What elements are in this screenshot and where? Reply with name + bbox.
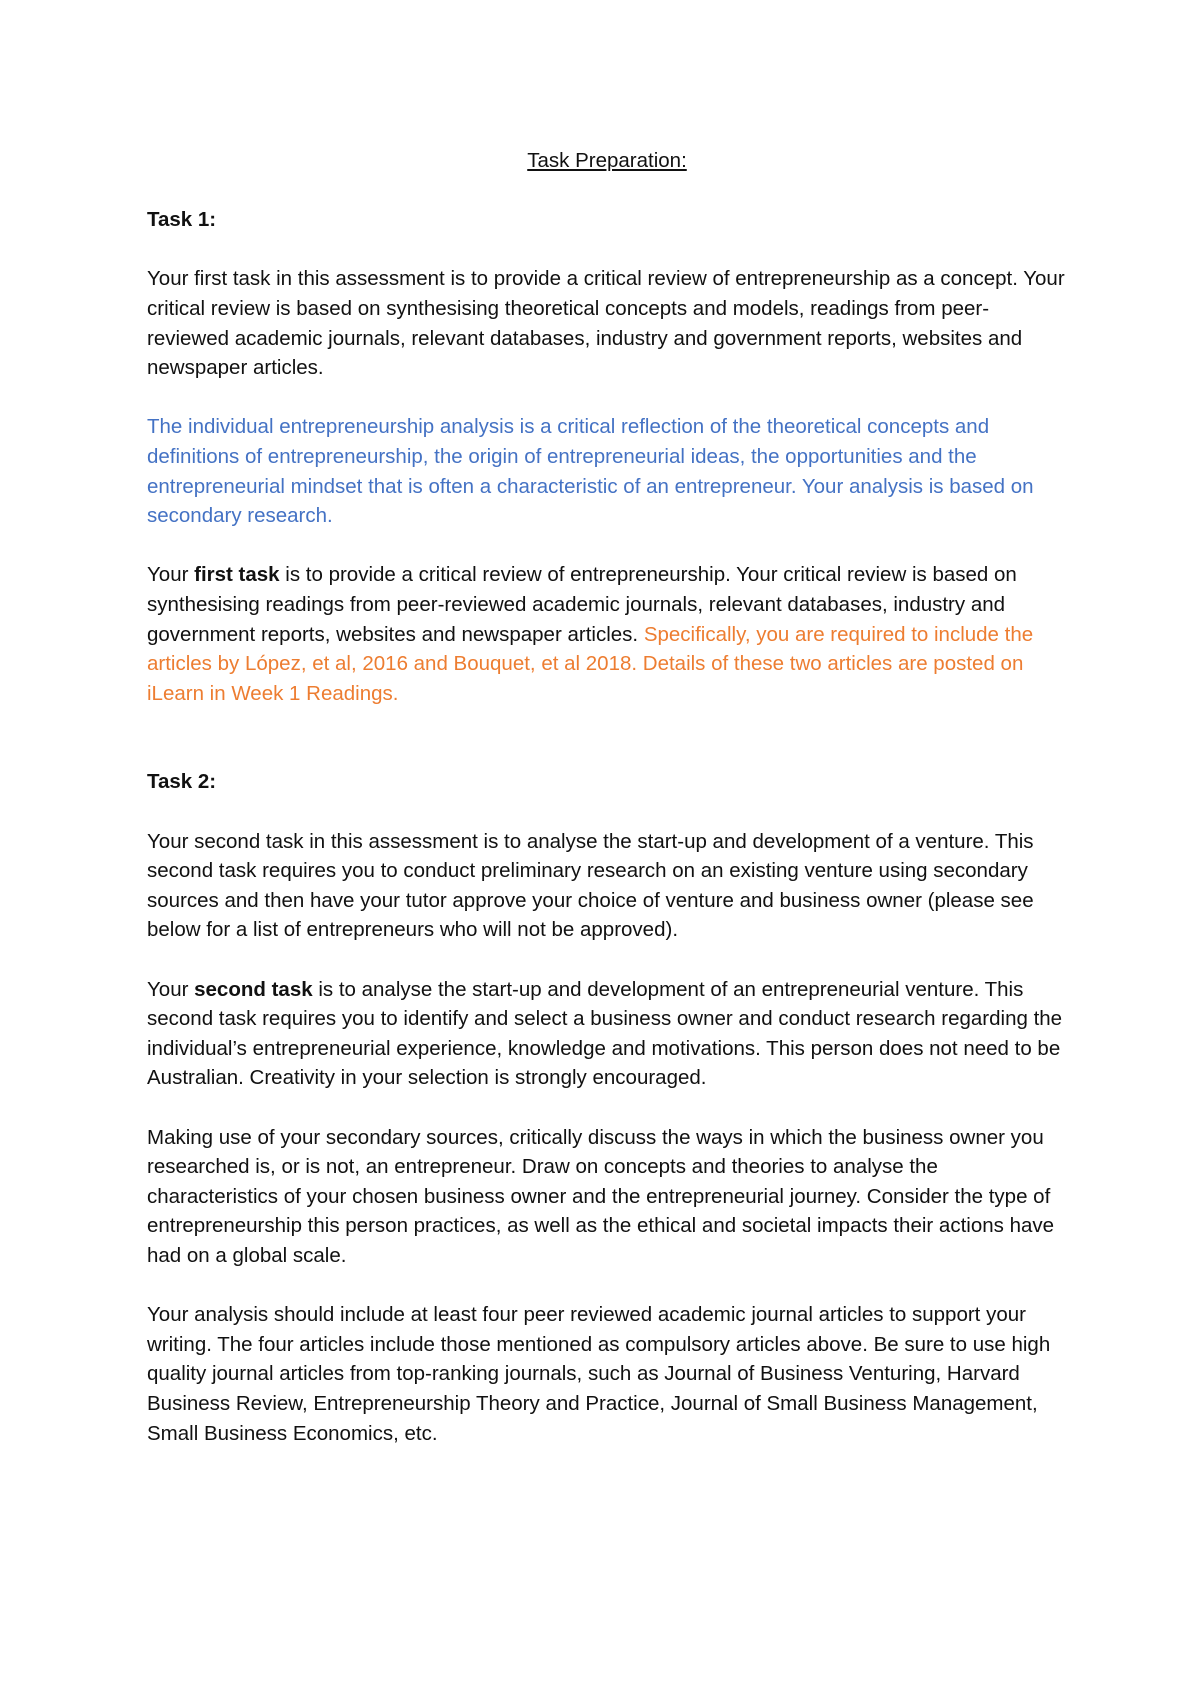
task1-paragraph-3	[147, 560, 1067, 708]
task1-paragraph-1: Your first task in this assessment is to provide a critical review of entrepreneurship as a concept. Your critical review is based on synthesising theoretical concepts and models, readings from peer-reviewed academic journals, relevant databases, industry and government reports, websites and newspaper articles.	[147, 267, 1065, 380]
task2-para2-main: is to analyse the start-up and development of an entrepreneurial venture. This second task requires you to identify and select a business owner and conduct research regarding the individual’s entrepreneurial experience, knowledge and motivations. This person does not need to be Australian. Creativity in your selection is strongly encouraged.	[147, 977, 1063, 1090]
task1-heading: Task 1:	[147, 208, 217, 232]
task2-paragraph-1: Your second task in this assessment is to analyse the start-up and development of a venture. This second task requires you to conduct preliminary research on an existing venture using secondary sources and then have your tutor approve your choice of venture and business owner (please see below for a list of entrepreneurs who will not be approved).	[147, 829, 1034, 942]
task2-paragraph-4: Your analysis should include at least four peer reviewed academic journal articles to support your writing. The four articles include those mentioned as compulsory articles above. Be sure to use high quality journal articles from top-ranking journals, such as Journal of Business Venturing, Harvard Business Review, Entrepreneurship Theory and Practice, Journal of Small Business Management, Small Business Economics, etc.	[147, 1303, 1051, 1445]
task2-para2-bold: second task	[194, 977, 313, 1001]
task1-paragraph-2-highlight: The individual entrepreneurship analysis is a critical reflection of the theoretical concepts and definitions of entrepreneurship, the origin of entrepreneurial ideas, the opportunities and the entrepreneurial mindset that is often a characteristic of an entrepreneur. Your analysis is based on secondary research.	[147, 415, 1034, 528]
task2-paragraph-3: Making use of your secondary sources, critically discuss the ways in which the business owner you researched is, or is not, an entrepreneur. Draw on concepts and theories to analyse the characteristics of your chosen business owner and the entrepreneurial journey. Consider the type of entrepreneurship this person practices, as well as the ethical and societal impacts their actions have had on a global scale.	[147, 1125, 1055, 1267]
task2-para2-prefix: Your	[147, 977, 195, 1001]
document-content	[147, 146, 1067, 1478]
task2-paragraph-2	[147, 975, 1067, 1093]
task1-para3-bold: first task	[194, 563, 280, 587]
task1-para3-main: is to provide a critical review of entrepreneurship. Your critical review is based on synthesising readings from peer-reviewed academic journals, relevant databases, industry and government reports, websites and newspaper articles.	[147, 563, 1017, 646]
section-spacer	[147, 738, 1067, 768]
task1-para3-prefix: Your	[147, 563, 195, 587]
task2-heading: Task 2:	[147, 770, 217, 794]
task1-para3-orange-note: Specifically, you are required to include the articles by López, et al, 2016 and Bouquet, et al 2018. Details of these two articles are posted on iLearn in Week 1 Readings.	[147, 622, 1034, 705]
page-title: Task Preparation:	[527, 149, 687, 172]
